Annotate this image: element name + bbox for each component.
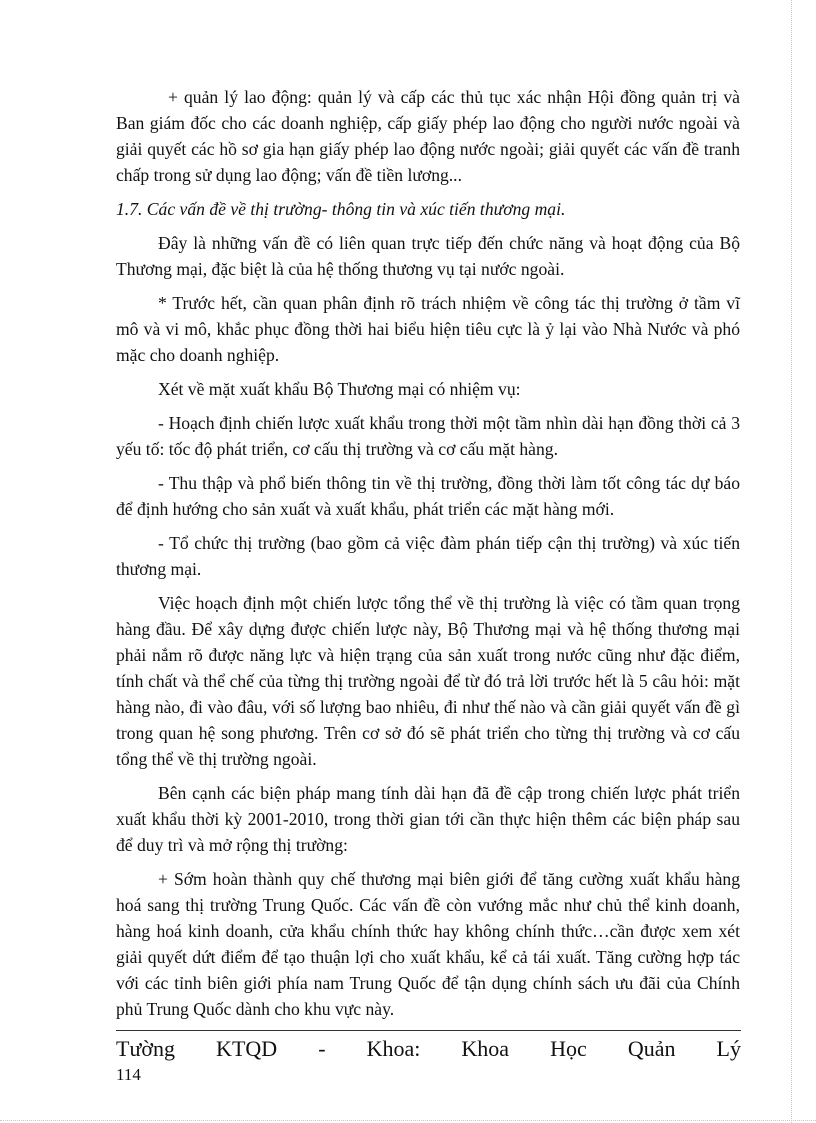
- footer-text: Tường KTQD - Khoa: Khoa Học Quản Lý: [116, 1036, 741, 1061]
- paragraph-overall-strategy: Việc hoạch định một chiến lược tổng thể về thị trường là việc có tầm quan trọng hàng đầu. Để xây dựng được chiến lược này, Bộ Thương mại và hệ thống thương mại phải nắm rõ được năng lực và hiện trạng của sản xuất trong nước cũng như đặc điểm, tính chất và thể chế của từng thị trường ngoài để từ đó trả lời trước hết là 5 câu hỏi: mặt hàng nào, đi vào đâu, với số lượng bao nhiêu, đi như thế nào và cần giải quyết vấn đề gì trong quan hệ song phương. Trên cơ sở đó sẽ phát triển cho từng thị trường và cơ cấu tổng thể về thị trường ngoài.: [116, 593, 740, 769]
- paragraph-organization: - Tổ chức thị trường (bao gồm cả việc đàm phán tiếp cận thị trường) và xúc tiến thương mại.: [116, 533, 740, 579]
- paragraph-border-trade: + Sớm hoàn thành quy chế thương mại biên giới để tăng cường xuất khẩu hàng hoá sang thị trường Trung Quốc. Các vấn đề còn vướng mắc như chủ thể kinh doanh, hàng hoá kinh doanh, cửa khẩu chính thức hay không chính thức…cần được xem xét giải quyết dứt điểm để tạo thuận lợi cho xuất khẩu, kể cả tái xuất. Tăng cường hợp tác với các tỉnh biên giới phía nam Trung Quốc để tận dụng chính sách ưu đãi của Chính phủ Trung Quốc dành cho khu vực này.: [116, 869, 740, 1019]
- paragraph-labor-management: + quản lý lao động: quản lý và cấp các thủ tục xác nhận Hội đồng quản trị và Ban giám đốc cho các doanh nghiệp, cấp giấy phép lao động cho người nước ngoài và giải quyết các hồ sơ gia hạn giấy phép lao động nước ngoài; giải quyết các vấn đề tranh chấp trong sử dụng lao động; vấn đề tiền lương...: [116, 87, 740, 185]
- section-heading: 1.7. Các vấn đề về thị trường- thông tin và xúc tiến thương mại.: [116, 199, 566, 219]
- paragraph-responsibility: * Trước hết, cần quan phân định rõ trách nhiệm về công tác thị trường ở tầm vĩ mô và vi mô, khắc phục đồng thời hai biểu hiện tiêu cực là ỷ lại vào Nhà Nước và phó mặc cho doanh nghiệp.: [116, 293, 740, 365]
- page-margin-guide-vertical: [791, 0, 792, 1123]
- paragraph-information: - Thu thập và phổ biến thông tin về thị trường, đồng thời làm tốt công tác dự báo để định hướng cho sản xuất và xuất khẩu, phát triển các mặt hàng mới.: [116, 473, 740, 519]
- paragraph-measures: Bên cạnh các biện pháp mang tính dài hạn đã đề cập trong chiến lược phát triển xuất khẩu thời kỳ 2001-2010, trong thời gian tới cần thực hiện thêm các biện pháp sau để duy trì và mở rộng thị trường:: [116, 783, 740, 855]
- paragraph-export-duties: Xét về mặt xuất khẩu Bộ Thương mại có nhiệm vụ:: [158, 379, 521, 399]
- page-number: 114: [116, 1065, 141, 1084]
- paragraph-intro: Đây là những vấn đề có liên quan trực tiếp đến chức năng và hoạt động của Bộ Thương mại, đặc biệt là của hệ thống thương vụ tại nước ngoài.: [116, 233, 740, 279]
- page-margin-guide-horizontal: [0, 1120, 816, 1121]
- footer-divider: [116, 1030, 741, 1031]
- paragraph-strategy: - Hoạch định chiến lược xuất khẩu trong thời một tầm nhìn dài hạn đồng thời cả 3 yếu tố: tốc độ phát triển, cơ cấu thị trường và cơ cấu mặt hàng.: [116, 413, 740, 459]
- page-body: [116, 84, 740, 1030]
